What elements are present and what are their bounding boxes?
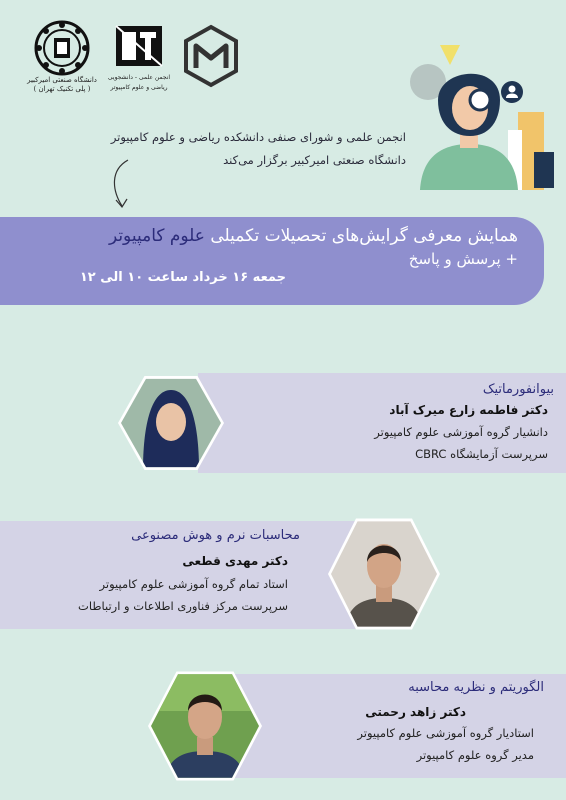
aut-emblem-icon — [34, 20, 90, 76]
association-logo-caption: انجمن علمی - دانشجویی — [107, 74, 171, 81]
speaker-3-title: استادیار گروه آموزشی علوم کامپیوتر — [357, 726, 534, 740]
association-emblem-icon — [114, 24, 164, 68]
association-logo-caption-sub: ریاضی و علوم کامپیوتر — [110, 84, 168, 91]
speaker-1-role: سرپرست آزمایشگاه CBRC — [415, 447, 548, 461]
aut-logo-caption: دانشگاه صنعتی امیرکبیر — [27, 76, 97, 84]
curved-arrow-icon — [108, 156, 138, 212]
organizer-text — [46, 126, 406, 172]
event-title-prefix: همایش معرفی گرایش‌های تحصیلات تکمیلی — [210, 226, 518, 246]
speaker-1-field: بیوانفورماتیک — [482, 382, 554, 397]
speaker-2-field: محاسبات نرم و هوش مصنوعی — [131, 528, 300, 543]
organizer-line-1: انجمن علمی و شورای صنفی دانشکده ریاضی و علوم کامپیوتر — [110, 130, 406, 144]
speaker-3-name: دکتر زاهد رحمتی — [365, 705, 466, 719]
triangle-shape-icon — [440, 45, 460, 65]
speaker-2-title: استاد تمام گروه آموزشی علوم کامپیوتر — [99, 577, 288, 591]
event-subtitle: + پرسش و پاسخ — [408, 250, 518, 268]
aut-logo-caption-sub: ( پلی تکنیک تهران ) — [33, 85, 91, 93]
magnifier-icon — [470, 90, 490, 110]
hexagon-m-icon — [182, 24, 240, 88]
aut-logo — [22, 20, 102, 102]
speaker-2-role: سرپرست مرکز فناوری اطلاعات و ارتباطات — [78, 599, 288, 613]
woman-magnifier-illustration — [400, 40, 566, 190]
hexagon-m-logo — [182, 24, 240, 88]
speaker-3-field: الگوریتم و نظریه محاسبه — [408, 680, 544, 695]
event-title-highlight: علوم کامپیوتر — [108, 226, 205, 246]
speaker-1-title: دانشیار گروه آموزشی علوم کامپیوتر — [374, 425, 548, 439]
speaker-1-name: دکتر فاطمه زارع میرک آباد — [389, 403, 548, 417]
association-logo — [104, 24, 174, 104]
speaker-3-role: مدیر گروه علوم کامپیوتر — [416, 748, 534, 762]
organizer-line-2: دانشگاه صنعتی امیرکبیر برگزار می‌کند — [223, 153, 406, 167]
event-datetime: جمعه ۱۶ خرداد ساعت ۱۰ الی ۱۲ — [79, 270, 286, 285]
speaker-2-name: دکتر مهدی قطعی — [182, 554, 288, 568]
event-title — [109, 226, 518, 246]
